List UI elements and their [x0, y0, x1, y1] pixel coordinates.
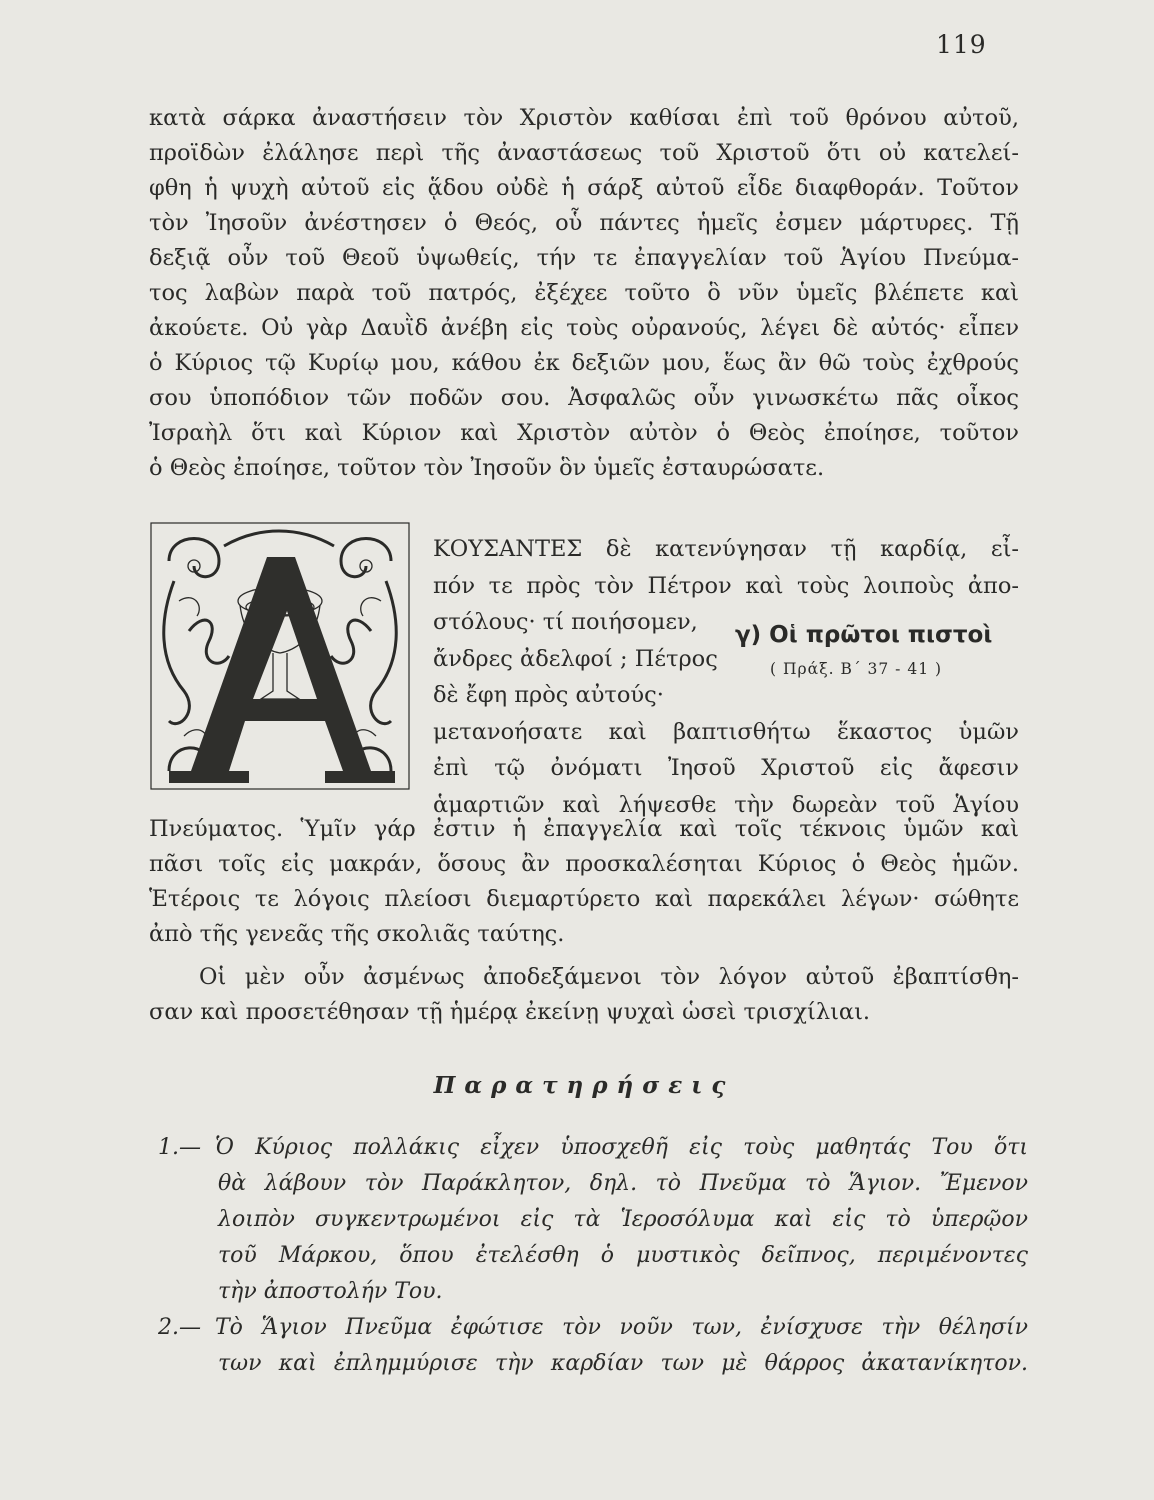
text-line: δεξιᾷ οὖν τοῦ Θεοῦ ὑψωθείς, τήν τε ἐπαγγελίαν τοῦ Ἁγίου Πνεύμα- — [149, 245, 1019, 271]
text-line: πόν τε πρὸς τὸν Πέτρον καὶ τοὺς λοιποὺς ἀπο- — [433, 572, 1019, 599]
paragraph-first-believers-continued — [149, 812, 1019, 952]
text-line: στόλους· τί ποιήσομεν, — [433, 609, 698, 635]
text-line: Οἱ μὲν οὖν ἀσμένως ἀποδεξάμενοι τὸν λόγον αὐτοῦ ἐβαπτίσθη- — [199, 964, 1019, 990]
text-line: φθη ἡ ψυχὴ αὐτοῦ εἰς ᾅδου οὐδὲ ἡ σάρξ αὐτοῦ εἶδε διαφθοράν. Τοῦτον — [149, 175, 1019, 201]
text-line: μετανοήσατε καὶ βαπτισθήτω ἕκαστος ὑμῶν — [433, 718, 1019, 745]
text-line: ἀκούετε. Οὐ γὰρ Δαυῒδ ἀνέβη εἰς τοὺς οὐρανούς, λέγει δὲ αὐτός· εἶπεν — [149, 315, 1019, 341]
text-line: κατὰ σάρκα ἀναστήσειν τὸν Χριστὸν καθίσαι ἐπὶ τοῦ θρόνου αὐτοῦ, — [149, 105, 1019, 131]
text-line: σαν καὶ προσετέθησαν τῇ ἡμέρᾳ ἐκείνῃ ψυχαὶ ὡσεὶ τρισχίλιαι. — [149, 999, 871, 1025]
note-line: των καὶ ἐπλημμύρισε τὴν καρδίαν των μὲ θάρρος ἀκατανίκητον. — [218, 1351, 1028, 1376]
note-line: τὴν ἀποστολήν Του. — [218, 1279, 443, 1304]
text-line: δὲ ἔφη πρὸς αὐτούς· — [433, 682, 664, 708]
text-line: προϊδὼν ἐλάλησε περὶ τῆς ἀναστάσεως τοῦ Χριστοῦ ὅτι οὐ κατελεί- — [149, 140, 1019, 166]
section-reference: ( Πράξ. Β΄ 37 - 41 ) — [770, 660, 943, 678]
text-line: Πνεύματος. Ὑμῖν γάρ ἐστιν ἡ ἐπαγγελία καὶ τοῖς τέκνοις ὑμῶν καὶ — [149, 816, 1019, 842]
ornament-drop-cap-icon — [149, 521, 411, 791]
text-line: ὁ Κύριος τῷ Κυρίῳ μου, κάθου ἐκ δεξιῶν μου, ἕως ἂν θῶ τοὺς ἐχθρούς — [149, 350, 1019, 376]
text-line: ΚΟΥΣΑΝΤΕΣ δὲ κατενύγησαν τῇ καρδίᾳ, εἶ- — [433, 536, 1019, 562]
decorative-drop-cap — [149, 521, 411, 791]
note-2 — [158, 1310, 1028, 1346]
note-number: 1.— — [158, 1135, 201, 1160]
text-line: πᾶσι τοῖς εἰς μακράν, ὅσους ἂν προσκαλέσηται Κύριος ὁ Θεὸς ἡμῶν. — [149, 851, 1019, 877]
note-number: 2.— — [158, 1315, 201, 1340]
text-line: ἄνδρες ἀδελφοί ; Πέτρος — [433, 645, 718, 672]
paragraph-baptism — [149, 960, 1019, 1030]
note-line: τοῦ Μάρκου, ὅπου ἐτελέσθη ὁ μυστικὸς δεῖπνος, περιμένοντες — [218, 1243, 1028, 1268]
text-line: ἀπὸ τῆς γενεᾶς τῆς σκολιᾶς ταύτης. — [149, 921, 565, 947]
text-line: ἁμαρτιῶν καὶ λήψεσθε τὴν δωρεὰν τοῦ Ἁγίου — [433, 791, 1019, 818]
note-1 — [158, 1130, 1028, 1166]
text-line: τος λαβὼν παρὰ τοῦ πατρός, ἐξέχεε τοῦτο ὃ νῦν ὑμεῖς βλέπετε καὶ — [149, 280, 1019, 306]
note-line: λοιπὸν συγκεντρωμένοι εἰς τὰ Ἱεροσόλυμα καὶ εἰς τὸ ὑπερῷον — [218, 1207, 1028, 1232]
observations-list — [158, 1130, 1028, 1382]
text-line: σου ὑποπόδιον τῶν ποδῶν σου. Ἀσφαλῶς οὖν γινωσκέτω πᾶς οἶκος — [149, 385, 1019, 411]
observations-title: Παρατηρήσεις — [433, 1072, 735, 1099]
text-line: ὁ Θεὸς ἐποίησε, τοῦτον τὸν Ἰησοῦν ὃν ὑμεῖς ἐσταυρώσατε. — [149, 455, 825, 481]
text-line: ἐπὶ τῷ ὀνόματι Ἰησοῦ Χριστοῦ εἰς ἄφεσιν — [433, 755, 1019, 781]
page-number: 119 — [936, 30, 987, 59]
paragraph-acts-sermon — [149, 101, 1019, 486]
text-line: Ἰσραὴλ ὅτι καὶ Κύριον καὶ Χριστὸν αὐτὸν ὁ Θεὸς ἐποίησε, τοῦτον — [149, 420, 1019, 446]
text-line: τὸν Ἰησοῦν ἀνέστησεν ὁ Θεός, οὗ πάντες ἡμεῖς ἐσμεν μάρτυρες. Τῇ — [149, 210, 1019, 236]
section-heading: γ) Οἱ πρῶτοι πιστοὶ — [735, 622, 993, 648]
note-line: Ὁ Κύριος πολλάκις εἶχεν ὑποσχεθῆ εἰς τοὺς μαθητάς Του ὅτι — [215, 1135, 1028, 1160]
text-line: Ἑτέροις τε λόγοις πλείοσι διεμαρτύρετο καὶ παρεκάλει λέγων· σώθητε — [149, 886, 1019, 912]
note-line: Τὸ Ἅγιον Πνεῦμα ἐφώτισε τὸν νοῦν των, ἐνίσχυσε τὴν θέλησίν — [215, 1315, 1028, 1340]
note-line: θὰ λάβουν τὸν Παράκλητον, δηλ. τὸ Πνεῦμα τὸ Ἅγιον. Ἔμενον — [218, 1171, 1028, 1196]
